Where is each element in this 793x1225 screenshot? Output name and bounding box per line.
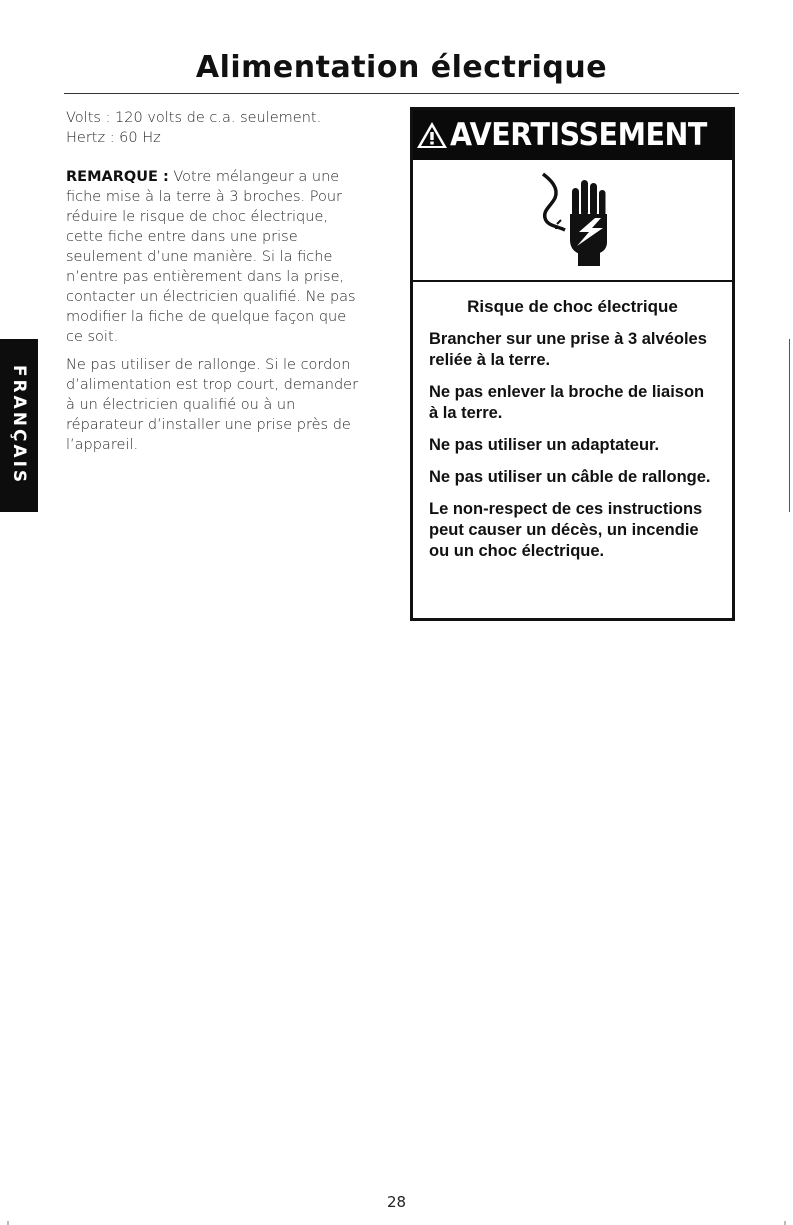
thumb-index-marker <box>789 339 790 512</box>
page-title: Alimentation électrique <box>195 50 608 85</box>
language-tab <box>0 339 38 512</box>
risk-title: Risque de choc électrique <box>467 297 678 316</box>
hertz-line: Hertz : 60 Hz <box>66 130 161 146</box>
warning-item: Ne pas enlever la broche de liaison à la terre. <box>429 383 705 422</box>
title-divider <box>64 93 739 94</box>
page-number: 28 <box>386 1193 407 1211</box>
warning-box <box>410 107 735 621</box>
crop-marks <box>0 1221 793 1225</box>
extension-paragraph: Ne pas utiliser de rallonge. Si le cordon d’alimentation est trop court, demander à un électricien qualifié ou à un réparateur d’installer une prise près de l’appareil. <box>66 357 359 453</box>
warning-triangle-icon <box>416 121 448 149</box>
warning-item: Le non-respect de ces instructions peut causer un décès, un incendie ou un choc électrique. <box>429 500 703 560</box>
warning-header <box>413 110 732 160</box>
language-tab-label: FRANÇAIS <box>9 364 29 486</box>
volts-line: Volts : 120 volts de c.a. seulement. <box>66 110 322 126</box>
warning-item: Brancher sur une prise à 3 alvéoles reliée à la terre. <box>429 330 707 369</box>
note-paragraph <box>66 167 366 347</box>
warning-body <box>413 282 732 562</box>
power-requirements-text <box>66 108 366 455</box>
warning-item: Ne pas utiliser un câble de rallonge. <box>429 468 711 486</box>
warning-title: AVERTISSEMENT <box>449 117 707 153</box>
electric-shock-hand-icon <box>537 170 617 270</box>
note-label: REMARQUE : <box>66 169 169 185</box>
warning-icon-area <box>413 160 732 282</box>
note-text: Votre mélangeur a une fiche mise à la terre à 3 broches. Pour réduire le risque de choc électrique, cette fiche entre dans une prise seulement d’une manière. Si la fiche n’entre pas entièrement dans la prise, contacter un électricien qualifié. Ne pas modifier la fiche de quelque façon que ce soit. <box>66 169 356 345</box>
warning-item: Ne pas utiliser un adaptateur. <box>429 436 660 454</box>
